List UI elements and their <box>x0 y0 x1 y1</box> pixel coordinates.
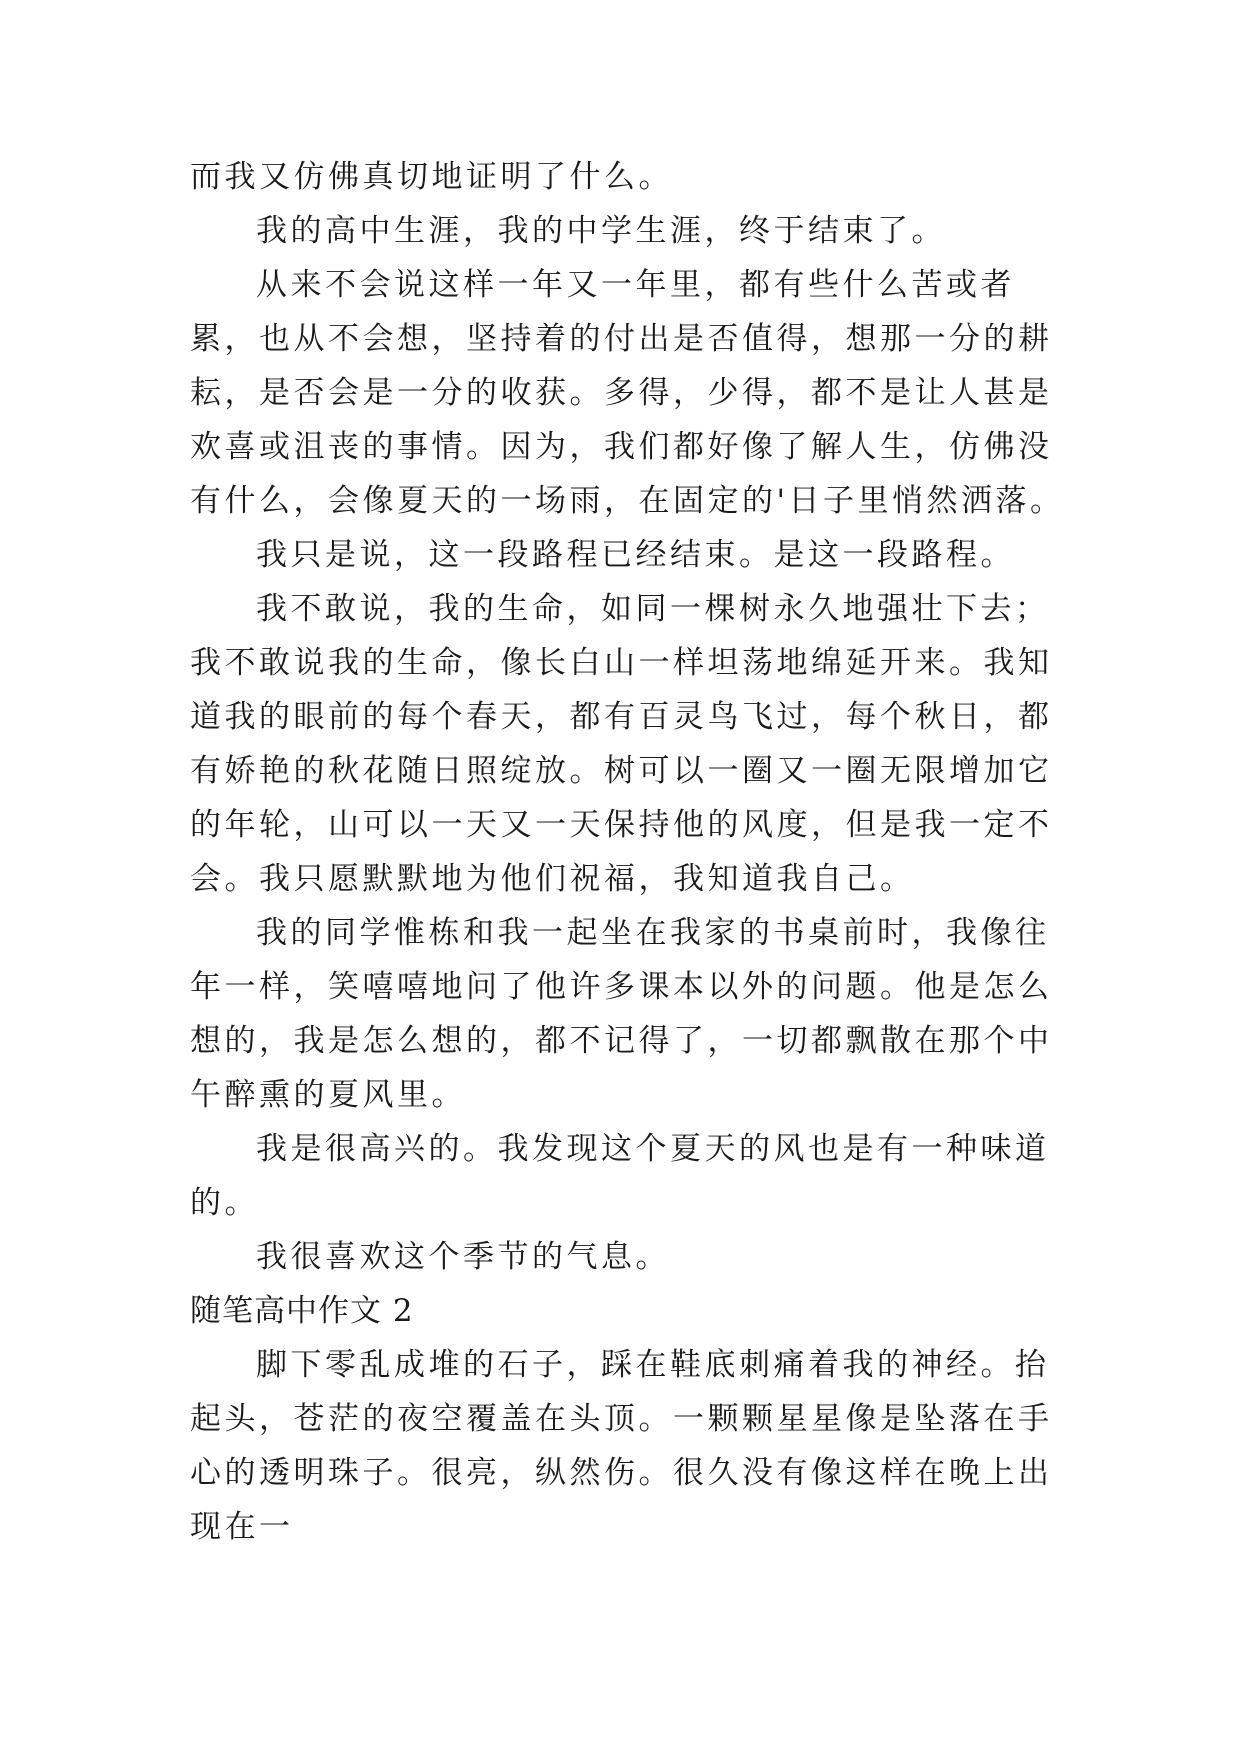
paragraph: 我是很高兴的。我发现这个夏天的风也是有一种味道的。 <box>190 1131 1050 1221</box>
document-page <box>190 150 1070 1554</box>
paragraph: 脚下零乱成堆的石子，踩在鞋底刺痛着我的神经。抬起头，苍茫的夜空覆盖在头顶。一颗颗星星像是坠落在手心的透明珠子。很亮，纵然伤。很久没有像这样在晚上出现在一 <box>190 1347 1053 1545</box>
paragraph: 我的高中生涯，我的中学生涯，终于结束了。 <box>256 213 946 249</box>
paragraph: 我只是说，这一段路程已经结束。是这一段路程。 <box>256 537 1015 573</box>
paragraph: 我很喜欢这个季节的气息。 <box>256 1239 670 1275</box>
section-heading: 随笔高中作文 2 <box>190 1293 414 1329</box>
paragraph: 而我又仿佛真切地证明了什么。 <box>190 159 673 195</box>
paragraph: 从来不会说这样一年又一年里，都有些什么苦或者累，也从不会想，坚持着的付出是否值得，想那一分的耕耘，是否会是一分的收获。多得，少得，都不是让人甚是欢喜或沮丧的事情。因为，我们都好像了解人生，仿佛没有什么，会像夏天的一场雨，在固定的'日子里悄然洒落。 <box>190 267 1065 519</box>
paragraph: 我不敢说，我的生命，如同一棵树永久地强壮下去；我不敢说我的生命，像长白山一样坦荡地绵延开来。我知道我的眼前的每个春天，都有百灵鸟飞过，每个秋日，都有娇艳的秋花随日照绽放。树可以一圈又一圈无限增加它的年轮，山可以一天又一天保持他的风度，但是我一定不会。我只愿默默地为他们祝福，我知道我自己。 <box>190 591 1053 897</box>
paragraph: 我的同学惟栋和我一起坐在我家的书桌前时，我像往年一样，笑嘻嘻地问了他许多课本以外的问题。他是怎么想的，我是怎么想的，都不记得了，一切都飘散在那个中午醉熏的夏风里。 <box>190 915 1053 1113</box>
